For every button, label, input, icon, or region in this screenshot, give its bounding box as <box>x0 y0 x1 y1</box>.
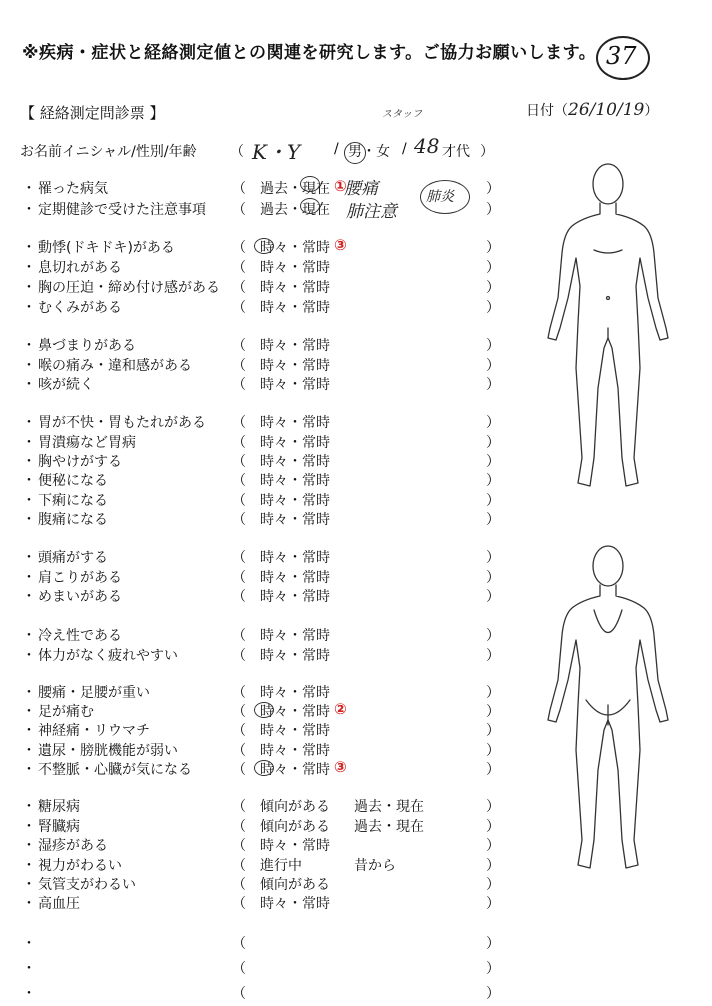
row-paren-open: （ <box>232 570 246 586</box>
row-bullet: ・ <box>22 415 36 431</box>
row-options: 時々・常時 <box>260 415 330 431</box>
row-options: 時々・常時 <box>260 435 330 451</box>
row-label: 動悸(ドキドキ)がある <box>38 240 175 256</box>
row-paren-close: ） <box>486 570 500 586</box>
row-paren-open: （ <box>232 240 246 256</box>
row-label: 喉の痛み・違和感がある <box>38 358 192 374</box>
check-mark <box>254 702 274 718</box>
row-paren-open: （ <box>232 473 246 489</box>
row-extra-options: 過去・現在 <box>354 799 424 815</box>
row-options: 傾向がある <box>260 877 330 893</box>
row-paren-close: ） <box>486 550 500 566</box>
row-bullet: ・ <box>22 877 36 893</box>
sex-separator: ・ <box>362 144 376 160</box>
row-label: 罹った病気 <box>38 181 108 197</box>
row-bullet: ・ <box>22 858 36 874</box>
row-paren-open: （ <box>232 838 246 854</box>
row-bullet: ・ <box>22 648 36 664</box>
row-label: 便秘になる <box>38 473 108 489</box>
row-options: 時々・常時 <box>260 358 330 374</box>
body-back-figure <box>528 540 688 880</box>
row-bullet: ・ <box>22 628 36 644</box>
row-label: 胸やけがする <box>38 454 122 470</box>
row-bullet: ・ <box>22 454 36 470</box>
row-paren-close: ） <box>486 648 500 664</box>
row-bullet: ・ <box>22 300 36 316</box>
row-options: 時々・常時 <box>260 550 330 566</box>
row-paren-open: （ <box>232 986 246 1002</box>
row-paren-open: （ <box>232 648 246 664</box>
row-paren-open: （ <box>232 743 246 759</box>
row-paren-close: ） <box>486 838 500 854</box>
row-label: 気管支がわるい <box>38 877 136 893</box>
row-paren-close: ） <box>486 260 500 276</box>
row-label: 冷え性である <box>38 628 122 644</box>
hand-note-circled: 肺炎 <box>426 189 454 205</box>
row-paren-close: ） <box>486 723 500 739</box>
hand-note-disease: 腰痛 <box>344 179 378 199</box>
date-close: ） <box>644 103 659 119</box>
row-paren-open: （ <box>232 896 246 912</box>
name-initials: K・Y <box>252 140 301 164</box>
row-label: 不整脈・心臓が気になる <box>38 762 192 778</box>
row-paren-open: （ <box>232 877 246 893</box>
check-mark <box>300 176 320 192</box>
row-extra-options: 昔から <box>354 858 396 874</box>
row-options: 傾向がある <box>260 799 330 815</box>
row-options: 傾向がある <box>260 819 330 835</box>
row-label: 胃潰瘍など胃病 <box>38 435 136 451</box>
row-options: 時々・常時 <box>260 838 330 854</box>
row-label: 胸の圧迫・締め付け感がある <box>38 280 220 296</box>
form-number: 37 <box>606 42 637 70</box>
row-bullet: ・ <box>22 280 36 296</box>
row-bullet: ・ <box>22 338 36 354</box>
row-bullet: ・ <box>22 685 36 701</box>
date-label: 日付（ <box>526 103 568 119</box>
row-paren-open: （ <box>232 435 246 451</box>
row-paren-close: ） <box>486 512 500 528</box>
row-paren-open: （ <box>232 512 246 528</box>
row-options: 時々・常時 <box>260 896 330 912</box>
row-paren-open: （ <box>232 762 246 778</box>
row-paren-close: ） <box>486 454 500 470</box>
row-paren-open: （ <box>232 961 246 977</box>
row-paren-open: （ <box>232 415 246 431</box>
row-options: 時々・常時 <box>260 493 330 509</box>
row-label: 神経痛・リウマチ <box>38 723 150 739</box>
row-paren-close: ） <box>486 628 500 644</box>
row-paren-open: （ <box>232 493 246 509</box>
row-paren-open: （ <box>232 685 246 701</box>
row-bullet: ・ <box>22 819 36 835</box>
row-label: 腰痛・足腰が重い <box>38 685 150 701</box>
row-label: 息切れがある <box>38 260 122 276</box>
row-options: 過去・現在 <box>260 181 330 197</box>
row-paren-close: ） <box>486 961 500 977</box>
row-paren-close: ） <box>486 704 500 720</box>
row-paren-open: （ <box>232 704 246 720</box>
row-label: めまいがある <box>38 589 122 605</box>
row-options: 時々・常時 <box>260 628 330 644</box>
row-paren-close: ） <box>486 240 500 256</box>
row-paren-close: ） <box>486 743 500 759</box>
row-options: 時々・常時 <box>260 240 330 256</box>
name-row-label: お名前イニシャル/性別/年齢 <box>20 144 197 160</box>
check-mark <box>254 238 274 254</box>
row-paren-close: ） <box>486 877 500 893</box>
row-bullet: ・ <box>22 512 36 528</box>
name-slash-2: / <box>402 141 407 157</box>
row-paren-close: ） <box>486 936 500 952</box>
row-label: 鼻づまりがある <box>38 338 136 354</box>
row-marker: ② <box>334 700 347 718</box>
row-paren-close: ） <box>486 589 500 605</box>
row-label: 下痢になる <box>38 493 108 509</box>
row-paren-open: （ <box>232 550 246 566</box>
row-bullet: ・ <box>22 550 36 566</box>
row-options: 時々・常時 <box>260 743 330 759</box>
row-paren-open: （ <box>232 858 246 874</box>
page-title: ※疾病・症状と経絡測定値との関連を研究します。ご協力お願いします。 <box>22 43 597 63</box>
row-label: 定期健診で受けた注意事項 <box>38 202 206 218</box>
name-row-open: （ <box>230 144 244 160</box>
row-paren-close: ） <box>486 986 500 1002</box>
row-bullet: ・ <box>22 358 36 374</box>
row-paren-close: ） <box>486 300 500 316</box>
name-row-close: ） <box>480 144 494 160</box>
row-options: 時々・常時 <box>260 473 330 489</box>
row-marker: ③ <box>334 758 347 776</box>
row-bullet: ・ <box>22 723 36 739</box>
row-paren-close: ） <box>486 280 500 296</box>
staff-note: スタッフ <box>382 109 422 120</box>
row-paren-open: （ <box>232 260 246 276</box>
row-options: 時々・常時 <box>260 338 330 354</box>
row-label: 肩こりがある <box>38 570 122 586</box>
body-front-figure <box>528 158 688 498</box>
row-paren-close: ） <box>486 762 500 778</box>
row-bullet: ・ <box>22 240 36 256</box>
row-paren-close: ） <box>486 358 500 374</box>
row-bullet: ・ <box>22 838 36 854</box>
row-label: むくみがある <box>38 300 122 316</box>
row-paren-close: ） <box>486 493 500 509</box>
row-paren-open: （ <box>232 377 246 393</box>
row-paren-open: （ <box>232 181 246 197</box>
row-paren-close: ） <box>486 202 500 218</box>
row-label: 湿疹がある <box>38 838 108 854</box>
row-paren-close: ） <box>486 435 500 451</box>
row-bullet: ・ <box>22 961 36 977</box>
hand-note-checkup: 肺注意 <box>346 202 397 222</box>
row-options: 時々・常時 <box>260 762 330 778</box>
row-options: 進行中 <box>260 858 302 874</box>
row-bullet: ・ <box>22 896 36 912</box>
row-label: 視力がわるい <box>38 858 122 874</box>
row-bullet: ・ <box>22 260 36 276</box>
row-extra-options: 過去・現在 <box>354 819 424 835</box>
row-options: 時々・常時 <box>260 454 330 470</box>
date-field <box>526 100 658 120</box>
row-paren-open: （ <box>232 723 246 739</box>
row-label: 遺尿・膀胱機能が弱い <box>38 743 178 759</box>
row-bullet: ・ <box>22 704 36 720</box>
row-bullet: ・ <box>22 986 36 1002</box>
row-label: 咳が続く <box>38 377 94 393</box>
row-bullet: ・ <box>22 202 36 218</box>
row-options: 時々・常時 <box>260 648 330 664</box>
row-bullet: ・ <box>22 377 36 393</box>
row-paren-open: （ <box>232 628 246 644</box>
row-options: 時々・常時 <box>260 704 330 720</box>
row-paren-close: ） <box>486 799 500 815</box>
row-options: 時々・常時 <box>260 685 330 701</box>
row-label: 胃が不快・胃もたれがある <box>38 415 206 431</box>
row-label: 糖尿病 <box>38 799 80 815</box>
row-paren-close: ） <box>486 858 500 874</box>
row-paren-open: （ <box>232 799 246 815</box>
row-paren-open: （ <box>232 589 246 605</box>
row-bullet: ・ <box>22 743 36 759</box>
row-bullet: ・ <box>22 762 36 778</box>
row-bullet: ・ <box>22 181 36 197</box>
row-paren-close: ） <box>486 819 500 835</box>
sex-field <box>348 141 390 161</box>
row-paren-close: ） <box>486 181 500 197</box>
row-marker: ① <box>334 177 347 195</box>
row-options: 時々・常時 <box>260 723 330 739</box>
row-label: 腎臓病 <box>38 819 80 835</box>
row-options: 過去・現在 <box>260 202 330 218</box>
row-paren-open: （ <box>232 936 246 952</box>
row-options: 時々・常時 <box>260 260 330 276</box>
row-paren-open: （ <box>232 358 246 374</box>
row-bullet: ・ <box>22 589 36 605</box>
row-label: 体力がなく疲れやすい <box>38 648 178 664</box>
row-options: 時々・常時 <box>260 377 330 393</box>
row-paren-open: （ <box>232 819 246 835</box>
row-paren-close: ） <box>486 896 500 912</box>
row-bullet: ・ <box>22 435 36 451</box>
row-marker: ③ <box>334 236 347 254</box>
row-paren-close: ） <box>486 685 500 701</box>
sex-male: 男 <box>348 144 362 160</box>
row-paren-open: （ <box>232 280 246 296</box>
check-mark <box>300 198 320 214</box>
row-bullet: ・ <box>22 936 36 952</box>
row-bullet: ・ <box>22 570 36 586</box>
date-value: 26/10/19 <box>568 100 645 120</box>
row-options: 時々・常時 <box>260 300 330 316</box>
row-options: 時々・常時 <box>260 512 330 528</box>
row-bullet: ・ <box>22 799 36 815</box>
row-options: 時々・常時 <box>260 570 330 586</box>
row-bullet: ・ <box>22 493 36 509</box>
row-label: 足が痛む <box>38 704 94 720</box>
row-paren-open: （ <box>232 454 246 470</box>
sex-female: 女 <box>376 144 390 160</box>
age-value: 48 <box>414 134 440 158</box>
name-slash-1: / <box>334 141 339 157</box>
row-label: 高血圧 <box>38 896 80 912</box>
row-options: 時々・常時 <box>260 589 330 605</box>
row-paren-open: （ <box>232 300 246 316</box>
row-paren-open: （ <box>232 202 246 218</box>
age-suffix: 才代 <box>442 144 470 160</box>
row-bullet: ・ <box>22 473 36 489</box>
row-paren-close: ） <box>486 415 500 431</box>
row-paren-close: ） <box>486 338 500 354</box>
row-paren-close: ） <box>486 377 500 393</box>
check-mark <box>254 760 274 776</box>
row-paren-close: ） <box>486 473 500 489</box>
row-paren-open: （ <box>232 338 246 354</box>
row-options: 時々・常時 <box>260 280 330 296</box>
row-label: 腹痛になる <box>38 512 108 528</box>
form-title: 【 経絡測定問診票 】 <box>20 104 165 122</box>
row-label: 頭痛がする <box>38 550 108 566</box>
